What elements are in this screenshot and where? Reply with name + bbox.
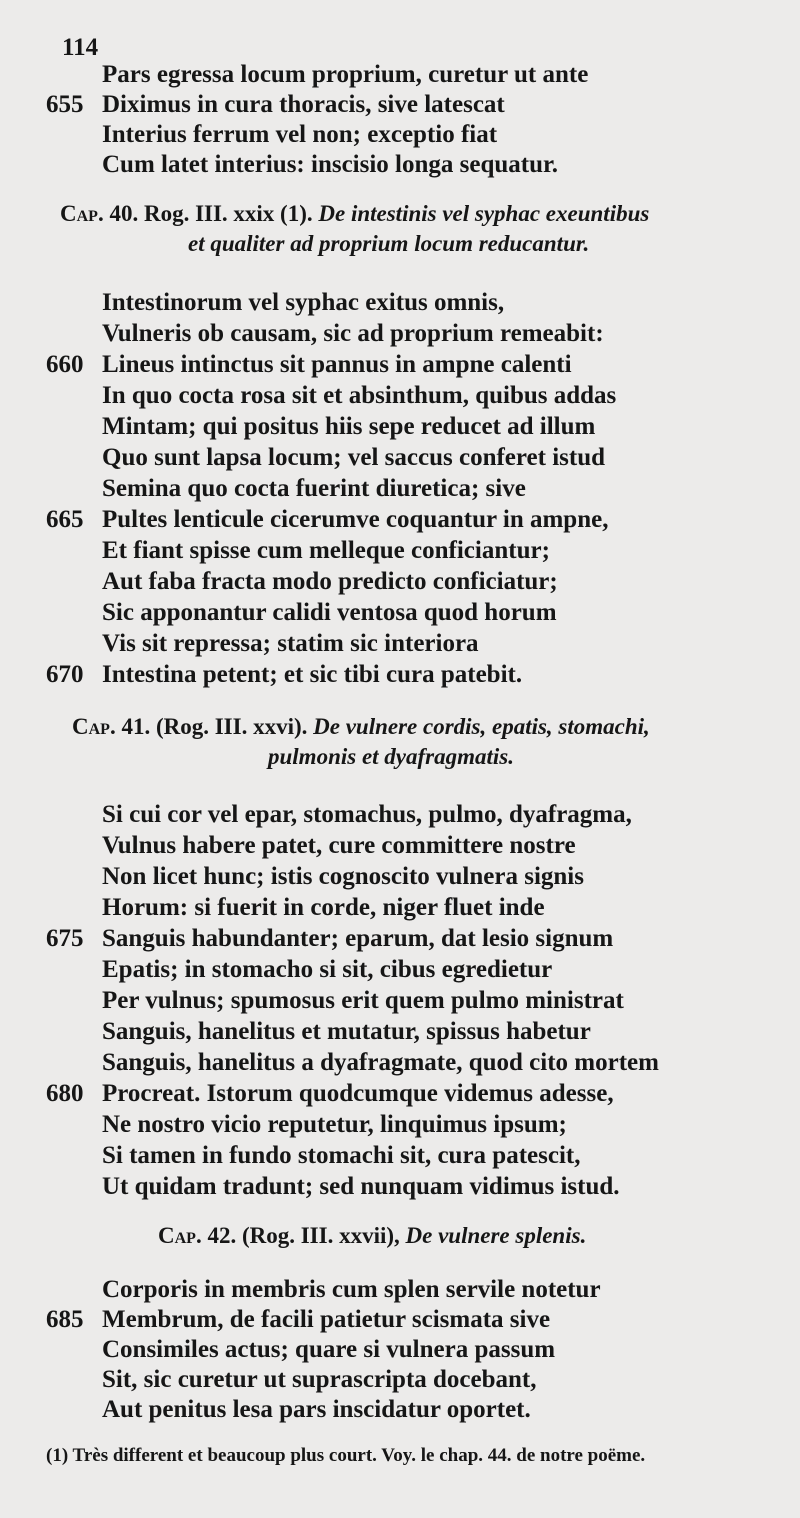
verse-text: Ne nostro vicio reputetur, linquimus ipsum; (102, 1111, 567, 1138)
verse-text: Pultes lenticule cicerumve coquantur in ampne, (102, 506, 609, 533)
verse-line (0, 986, 780, 1015)
verse-text: Sanguis habundanter; eparum, dat lesio signum (102, 925, 614, 952)
verse-text: Cum latet interius: inscisio longa sequatur. (102, 151, 559, 178)
verse-text: Procreat. Istorum quodcumque videmus adesse, (102, 1080, 614, 1107)
line-number: 660 (46, 351, 84, 378)
verse-line (0, 1172, 780, 1201)
chapter-reference: Rog. III. xxix (1). (143, 201, 313, 226)
verse-line (0, 1017, 780, 1046)
verse-line (0, 660, 780, 689)
verse-text: Aut faba fracta modo predicto conficiatur; (102, 568, 558, 595)
verse-line (0, 1335, 780, 1364)
verse-text: Consimiles actus; quare si vulnera passum (102, 1336, 556, 1363)
verse-line (0, 60, 780, 89)
verse-text: Sanguis, hanelitus et mutatur, spissus habetur (102, 1018, 591, 1045)
verse-line (0, 598, 780, 627)
chapter-title-cont: pulmonis et dyafragmatis. (268, 744, 514, 769)
verse-text: Membrum, de facili patietur scismata sive (102, 1306, 551, 1333)
line-number: 655 (46, 91, 84, 118)
verse-line (0, 1079, 780, 1108)
verse-text: Quo sunt lapsa locum; vel saccus conferet istud (102, 444, 606, 471)
verse-text: Lineus intinctus sit pannus in ampne calenti (102, 351, 572, 378)
verse-line (0, 1365, 780, 1394)
verse-text: Intestina petent; et sic tibi cura patebit. (102, 661, 523, 688)
verse-text: Mintam; qui positus hiis sepe reducet ad illum (102, 413, 596, 440)
verse-text: Corporis in membris cum splen servile notetur (102, 1276, 601, 1303)
verse-line (0, 412, 780, 441)
line-number: 680 (46, 1080, 84, 1107)
chapter-title-cont: et qualiter ad proprium locum reducantur. (188, 231, 590, 256)
verse-text: Horum: si fuerit in corde, niger fluet inde (102, 894, 545, 921)
verse-text: Ut quidam tradunt; sed nunquam vidimus istud. (102, 1173, 620, 1200)
chapter-title: De vulnere splenis. (405, 1223, 587, 1248)
verse-line (0, 1141, 780, 1170)
verse-line (0, 120, 780, 149)
page-number: 114 (62, 34, 99, 61)
verse-line (0, 505, 780, 534)
chapter-reference: (Rog. III. xxvii), (241, 1223, 400, 1248)
verse-text: Pars egressa locum proprium, curetur ut ante (102, 61, 589, 88)
verse-line (0, 350, 780, 379)
verse-text: Per vulnus; spumosus erit quem pulmo ministrat (102, 987, 624, 1014)
verse-line (0, 474, 780, 503)
chapter-title: De vulnere cordis, epatis, stomachi, (313, 714, 650, 739)
verse-text: Interius ferrum vel non; exceptio fiat (102, 121, 498, 148)
verse-line (0, 443, 780, 472)
verse-line (0, 831, 780, 860)
verse-line (0, 862, 780, 891)
line-number: 685 (46, 1306, 84, 1333)
verse-text: Vulneris ob causam, sic ad proprium remeabit: (102, 320, 604, 347)
verse-text: Epatis; in stomacho si sit, cibus egredietur (102, 956, 553, 983)
verse-line (0, 1048, 780, 1077)
verse-line (0, 381, 780, 410)
verse-line (0, 536, 780, 565)
verse-line (0, 1275, 780, 1304)
verse-text: Vis sit repressa; statim sic interiora (102, 630, 479, 657)
verse-line (0, 955, 780, 984)
verse-line (0, 319, 780, 348)
verse-line (0, 90, 780, 119)
chapter-title: De intestinis vel syphac exeuntibus (318, 201, 650, 226)
verse-line (0, 924, 780, 953)
verse-text: Si tamen in fundo stomachi sit, cura patescit, (102, 1142, 581, 1169)
verse-text: Sic apponantur calidi ventosa quod horum (102, 599, 557, 626)
verse-text: Si cui cor vel epar, stomachus, pulmo, dyafragma, (102, 801, 632, 828)
verse-text: In quo cocta rosa sit et absinthum, quibus addas (102, 382, 617, 409)
chapter-label: Cap. 40. (60, 201, 139, 226)
verse-line (0, 1305, 780, 1334)
verse-text: Sit, sic curetur ut suprascripta docebant, (102, 1366, 537, 1393)
verse-line (0, 1395, 780, 1424)
verse-line (0, 567, 780, 596)
verse-text: Semina quo cocta fuerint diuretica; sive (102, 475, 526, 502)
verse-line (0, 800, 780, 829)
verse-text: Non licet hunc; istis cognoscito vulnera signis (102, 863, 584, 890)
verse-line (0, 1110, 780, 1139)
line-number: 675 (46, 925, 84, 952)
verse-line (0, 150, 780, 179)
verse-line (0, 893, 780, 922)
footnote: (1) Très different et beaucoup plus court. Voy. le chap. 44. de notre poëme. (46, 1445, 646, 1466)
verse-text: Aut penitus lesa pars inscidatur oportet. (102, 1396, 531, 1423)
line-number: 670 (46, 661, 84, 688)
verse-text: Diximus in cura thoracis, sive latescat (102, 91, 505, 118)
verse-text: Intestinorum vel syphac exitus omnis, (102, 289, 505, 316)
chapter-reference: (Rog. III. xxvi). (155, 714, 308, 739)
verse-line (0, 288, 780, 317)
verse-text: Et fiant spisse cum melleque conficiantur; (102, 537, 550, 564)
verse-text: Vulnus habere patet, cure committere nostre (102, 832, 576, 859)
chapter-label: Cap. 41. (72, 714, 151, 739)
line-number: 665 (46, 506, 84, 533)
verse-text: Sanguis, hanelitus a dyafragmate, quod cito mortem (102, 1049, 659, 1076)
chapter-label: Cap. 42. (158, 1223, 237, 1248)
verse-line (0, 629, 780, 658)
